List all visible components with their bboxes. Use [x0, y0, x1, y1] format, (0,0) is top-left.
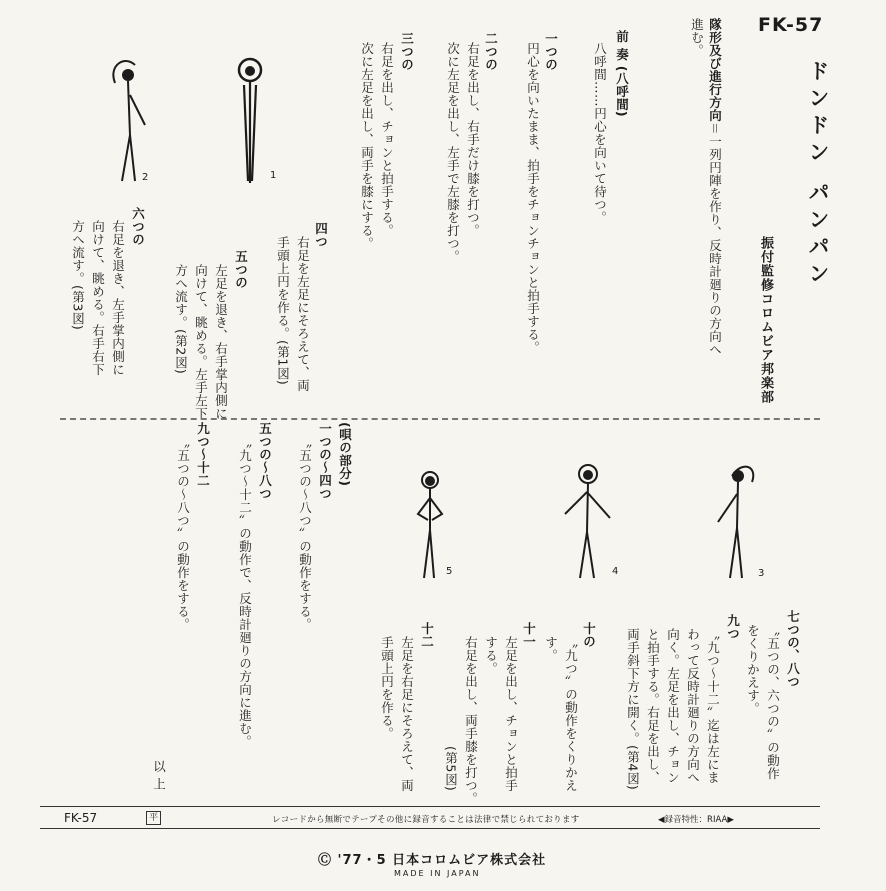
- figure-2-number: 2: [142, 172, 149, 183]
- song-part-heading: (唄の部分): [337, 422, 353, 487]
- catalog-number: FK-57: [758, 14, 824, 36]
- step-9-label: 九つ: [725, 614, 741, 640]
- song-item-1-label: 一つの～四つ: [317, 422, 333, 500]
- step-7-text-1: 〝五つの、六つの〟の動作: [765, 624, 781, 780]
- formation-text-2: 進む。: [689, 18, 705, 57]
- song-item-3-text: 〝五つの～八つ〟の動作をする。: [175, 436, 191, 631]
- step-11-text-2: する。: [483, 636, 499, 675]
- step-1-text: 円心を向いたまま、拍手をチョンチョンと拍手する。: [525, 42, 541, 354]
- step-11-label: 十一: [521, 622, 537, 648]
- figure-3-number: 3: [758, 568, 765, 579]
- step-2-label: 二つの: [483, 32, 499, 71]
- step-9-text-4: と拍手する。右足を出し、: [645, 628, 661, 784]
- step-10-text-2: す。: [543, 636, 559, 662]
- step-5-text-3: 方へ流す。(第2図): [173, 264, 189, 375]
- copyright-line: Ⓒ '77・5 日本コロムビア株式会社: [318, 853, 547, 868]
- copyright-warning: レコードから無断でテープその他に録音することは法律で禁じられております: [272, 815, 580, 825]
- figure-1-number: 1: [270, 170, 277, 181]
- step-6-text-2: 向けて、眺める。右手右下: [90, 220, 106, 376]
- prelude-text: 八呼間……円心を向いて待つ。: [592, 42, 608, 224]
- step-9-text-3: 向く。左足を出し、チョン: [665, 628, 681, 784]
- song-title: ドンドン パンパン: [806, 60, 830, 290]
- step-9-text-2: わって反時計廻りの方向へ: [685, 628, 701, 784]
- figure-4-number: 4: [612, 566, 619, 577]
- step-3-label: 三つの: [399, 32, 415, 71]
- step-5-text-2: 向けて、眺める。左手左下: [193, 264, 209, 420]
- choreography-credit: 振付監修コロムビア邦楽部: [758, 236, 773, 404]
- step-2-text-1: 右足を出し、右手だけ膝を打つ。: [465, 42, 481, 237]
- made-in-japan: MADE IN JAPAN: [394, 869, 481, 878]
- song-item-3-label: 九つ～十二: [195, 422, 211, 487]
- step-7-text-2: をくりかえす。: [745, 624, 761, 715]
- song-item-1-text: 〝五つの～八つ〟の動作をする。: [297, 436, 313, 631]
- song-item-2-text: 〝九つ～十二〟の動作で、反時計廻りの方向に進む。: [237, 436, 253, 748]
- step-4-text-2: 手頭上円を作る。(第1図): [275, 236, 291, 386]
- step-3-text-1: 右足を出し、チョンと拍手する。: [379, 42, 395, 237]
- formation-heading: 隊形及び進行方向: [707, 18, 723, 122]
- figure-2: [100, 55, 150, 185]
- prelude-heading: 前 奏 (八呼間): [614, 30, 630, 118]
- step-12-text-1: 左足を右足にそろえて、両: [399, 636, 415, 792]
- step-7-label: 七つの、八つ: [785, 610, 801, 688]
- step-4-text-1: 右足を左足にそろえて、両: [295, 236, 311, 392]
- section-divider: [60, 418, 820, 420]
- step-9-text-5: 両手斜下方に開く。(第4図): [625, 628, 641, 791]
- figure-5-number: 5: [446, 566, 453, 577]
- footer-rule-top: [40, 806, 820, 807]
- step-11-text-3: 右足を出し、両手膝を打つ。: [463, 636, 479, 805]
- step-11-text-4: (第5図): [443, 746, 459, 792]
- step-10-text-1: 〝九つ〟の動作をくりかえ: [563, 636, 579, 792]
- song-item-2-label: 五つの～八つ: [257, 422, 273, 500]
- step-5-text-1: 左足を退き、右手掌内側に: [213, 264, 229, 420]
- step-2-text-2: 次に左足を出し、左手で左膝を打つ。: [445, 42, 461, 263]
- step-5-label: 五つの: [233, 250, 249, 289]
- step-12-label: 十二: [419, 622, 435, 648]
- footer-catalog: FK-57: [64, 811, 98, 825]
- step-1-label: 一つの: [543, 32, 559, 71]
- step-12-text-2: 手頭上円を作る。: [379, 636, 395, 740]
- step-6-text-3: 方へ流す。(第3図): [70, 220, 86, 331]
- footer-rule-bottom: [40, 828, 820, 829]
- figure-1: [230, 55, 270, 185]
- step-11-text-1: 左足を出し、チョンと拍手: [503, 636, 519, 792]
- step-9-text-1: 〝九つ～十二〟迄は左にま: [705, 628, 721, 784]
- end-mark: 以 上: [151, 760, 167, 791]
- figure-3: [710, 458, 760, 583]
- step-6-label: 六つの: [130, 207, 146, 246]
- step-10-label: 十の: [581, 622, 597, 648]
- step-3-text-2: 次に左足を出し、両手を膝にする。: [359, 42, 375, 250]
- riaa-note: ◀録音特性：RIAA▶: [658, 815, 734, 825]
- formation-text-1: ＝一列円陣を作り、反時計廻りの方向へ: [707, 122, 723, 357]
- footer-mark: 平: [146, 811, 161, 825]
- step-4-label: 四つ: [313, 222, 329, 248]
- step-6-text-1: 右足を退き、左手掌内側に: [110, 220, 126, 376]
- figure-4: [560, 462, 615, 582]
